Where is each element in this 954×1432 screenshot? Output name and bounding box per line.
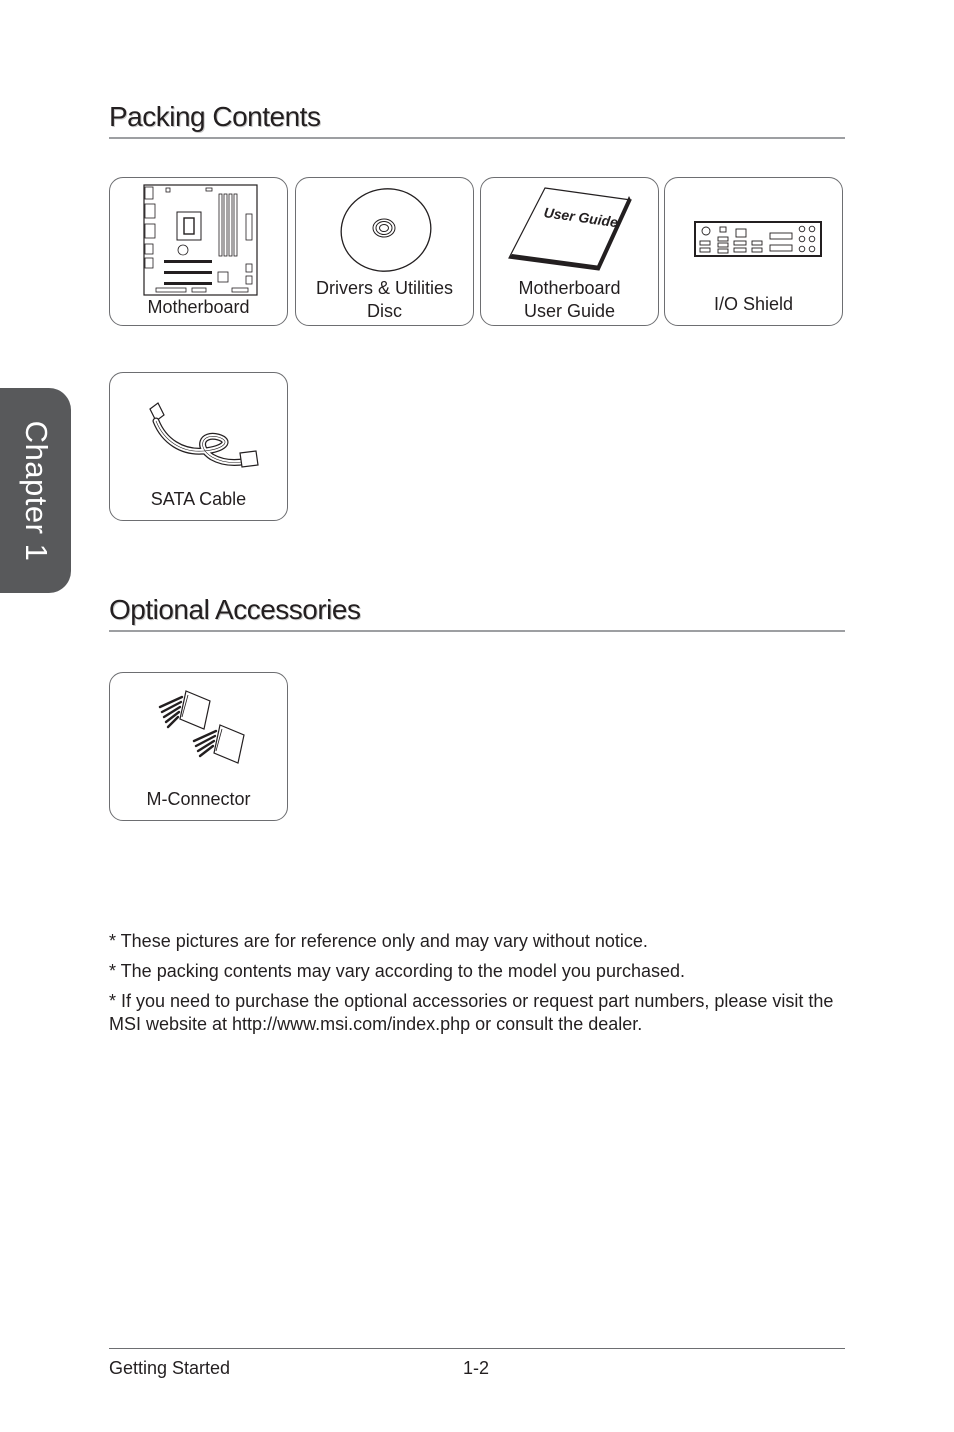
user-guide-cover-text: User Guide: [542, 204, 619, 231]
item-user-guide: [480, 177, 659, 326]
footer-section: Getting Started: [109, 1358, 231, 1378]
item-drivers-disc-label-1: Drivers & Utilities: [315, 278, 453, 298]
item-m-connector-label: M-Connector: [146, 789, 251, 809]
user-guide-icon: [505, 186, 635, 274]
item-motherboard-label: Motherboard: [147, 297, 250, 317]
disc-icon: [339, 186, 433, 274]
motherboard-icon: [142, 184, 260, 296]
optional-accessories-title: Optional Accessories: [109, 594, 361, 625]
item-motherboard: [109, 177, 288, 326]
item-sata-cable: [109, 372, 288, 521]
item-user-guide-label-2: User Guide: [523, 301, 616, 321]
m-connector-icon: [152, 685, 252, 771]
note-contents-vary: * The packing contents may vary according to the model you purchased.: [109, 961, 685, 981]
optional-accessories-rule: [109, 630, 845, 632]
sata-cable-icon: [140, 401, 262, 473]
item-sata-cable-label: SATA Cable: [150, 489, 247, 509]
chapter-tab: [0, 388, 71, 593]
item-user-guide-label-1: Motherboard: [518, 278, 621, 298]
notes: [109, 930, 849, 1043]
item-io-shield: [664, 177, 843, 326]
chapter-tab-label: Chapter 1: [18, 420, 54, 561]
item-io-shield-label: I/O Shield: [713, 294, 794, 314]
item-drivers-disc-label-2: Disc: [367, 301, 402, 321]
footer-rule: [109, 1348, 845, 1349]
packing-contents-title: Packing Contents: [109, 101, 321, 132]
footer-page-number: 1-2: [463, 1358, 490, 1378]
note-reference-only: * These pictures are for reference only and may vary without notice.: [109, 931, 648, 951]
item-drivers-disc: [295, 177, 474, 326]
item-m-connector: [109, 672, 288, 821]
note-purchase-accessories: * If you need to purchase the optional accessories or request part numbers, please visit the MSI website at http://www.msi.com/index.php or consult the dealer.: [109, 991, 834, 1034]
packing-contents-rule: [109, 137, 845, 139]
io-shield-icon: [694, 221, 822, 259]
